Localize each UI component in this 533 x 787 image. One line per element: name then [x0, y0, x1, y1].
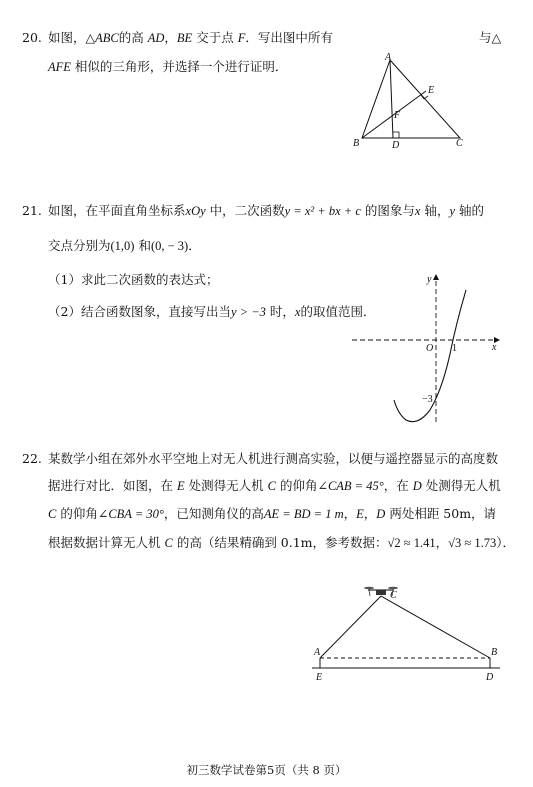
q20-math: F	[237, 31, 246, 45]
question-22-line-2	[48, 478, 501, 494]
q20-text: ，	[164, 30, 177, 45]
triangle-diagram	[350, 52, 470, 152]
q22-math: AE = BD = 1 m	[263, 507, 344, 521]
tick-label-1: 1	[452, 343, 457, 354]
q22-math: C	[267, 479, 276, 493]
q20-math: AD	[147, 31, 165, 45]
question-21-part-1: （1）求此二次函数的表达式；	[48, 272, 219, 287]
q22-math: D	[412, 479, 422, 493]
q22-math: C	[164, 536, 173, 550]
label-c: C	[456, 138, 463, 149]
q22-text: 的仰角	[60, 506, 98, 521]
q22-math: E	[356, 507, 364, 521]
question-21-part-2	[48, 304, 375, 320]
question-21-line-1	[48, 203, 484, 219]
q22-text: 两处相距 50m，请	[389, 506, 497, 521]
q21-math: y	[449, 204, 456, 218]
label-f: F	[394, 110, 401, 121]
triangle-abc	[362, 60, 460, 138]
page-footer: 初三数学试卷第5页（共 8 页）	[186, 763, 347, 777]
question-22-line-3	[48, 506, 496, 522]
q22-text: ，已知测角仪的高	[163, 506, 264, 521]
question-20-line-1	[48, 30, 333, 46]
q22-text: 的仰角	[279, 478, 318, 493]
q22-math: ∠CAB = 45°	[317, 479, 384, 493]
q20-text: ．写出图中所有	[245, 30, 333, 45]
q21-text: 交点分别为	[48, 238, 111, 253]
q21-text: 时，	[269, 304, 295, 319]
q22-text: 根据数据计算无人机	[48, 535, 161, 550]
q22-text: 处测得无人机	[425, 478, 501, 493]
label-e: E	[428, 85, 435, 96]
q22-text: ，在	[383, 478, 409, 493]
q20-text: 如图，△	[48, 30, 96, 45]
q21-text: ．	[188, 238, 201, 253]
q22-text: ）．	[496, 535, 516, 550]
q21-math: (1,0)	[110, 239, 135, 253]
label-d: D	[392, 140, 400, 151]
line-ac	[320, 596, 381, 658]
q22-text: 处测得无人机	[188, 478, 264, 493]
q20-text: 的高	[118, 30, 144, 45]
label-d: D	[486, 672, 494, 683]
q21-text: 的取值范围．	[300, 304, 376, 319]
q20-math: ABC	[95, 31, 119, 45]
q21-math: xOy	[185, 204, 206, 218]
q21-text: 和	[138, 238, 151, 253]
question-21-number: 21.	[22, 203, 42, 218]
q22-text: ，	[435, 535, 449, 550]
q21-math: x	[294, 305, 301, 319]
origin-label: O	[426, 343, 434, 354]
label-b: B	[353, 138, 360, 149]
line-bc	[381, 596, 490, 658]
q21-text: 中，二次函数	[209, 203, 285, 218]
right-angle-d	[393, 132, 399, 138]
question-22-line-4	[48, 535, 515, 551]
q21-text: 的图象与	[364, 203, 415, 218]
label-e: E	[316, 672, 323, 683]
altitude-ad	[390, 60, 393, 138]
q22-text: ，	[343, 506, 357, 521]
question-20-line-2	[48, 59, 287, 75]
q22-text: 的高（结果精确到 0.1m，参考数据：	[176, 535, 388, 550]
q22-math: ∠CBA = 30°	[97, 507, 164, 521]
label-b: B	[491, 647, 498, 658]
parabola-graph	[352, 272, 502, 432]
y-axis-label: y	[427, 274, 432, 285]
question-22-line-1: 某数学小组在郊外水平空地上对无人机进行测高实验，以便与遥控器显示的高度数	[48, 451, 499, 466]
q20-math: BE	[176, 31, 193, 45]
question-20-line-1-tail: 与△	[479, 30, 502, 45]
q21-math: (0, − 3)	[150, 239, 189, 253]
q21-text: 轴的	[459, 203, 485, 218]
q22-math: √3 ≈ 1.73	[448, 536, 497, 550]
q21-math: x	[414, 204, 421, 218]
q21-equation: y = x² + bx + c	[284, 204, 361, 218]
question-22-number: 22.	[22, 451, 42, 466]
question-20-number: 20.	[22, 30, 42, 45]
q20-text: 相似的三角形，并选择一个进行证明．	[74, 59, 288, 74]
q22-text: ，	[363, 506, 377, 521]
y-axis-arrow	[433, 274, 439, 280]
question-21-line-2	[48, 238, 201, 254]
q20-math: AFE	[48, 60, 71, 74]
q21-text: 轴，	[424, 203, 450, 218]
q22-text: 据进行对比．如图，在	[48, 478, 174, 493]
q22-math: C	[48, 507, 57, 521]
q22-math: D	[376, 507, 386, 521]
tick-label-minus-3: −3	[422, 394, 433, 405]
label-c: C	[390, 590, 397, 601]
label-a: A	[314, 647, 321, 658]
label-a: A	[385, 52, 392, 63]
x-axis-label: x	[492, 342, 497, 353]
q21-math: y > −3	[230, 305, 266, 319]
q20-text: 交于点	[196, 30, 234, 45]
q21-text: 如图，在平面直角坐标系	[48, 203, 186, 218]
q21-text: （2）结合函数图象，直接写出当	[48, 304, 231, 319]
q22-math: √2 ≈ 1.41	[387, 536, 436, 550]
q22-math: E	[177, 479, 185, 493]
drone-diagram	[310, 582, 510, 682]
